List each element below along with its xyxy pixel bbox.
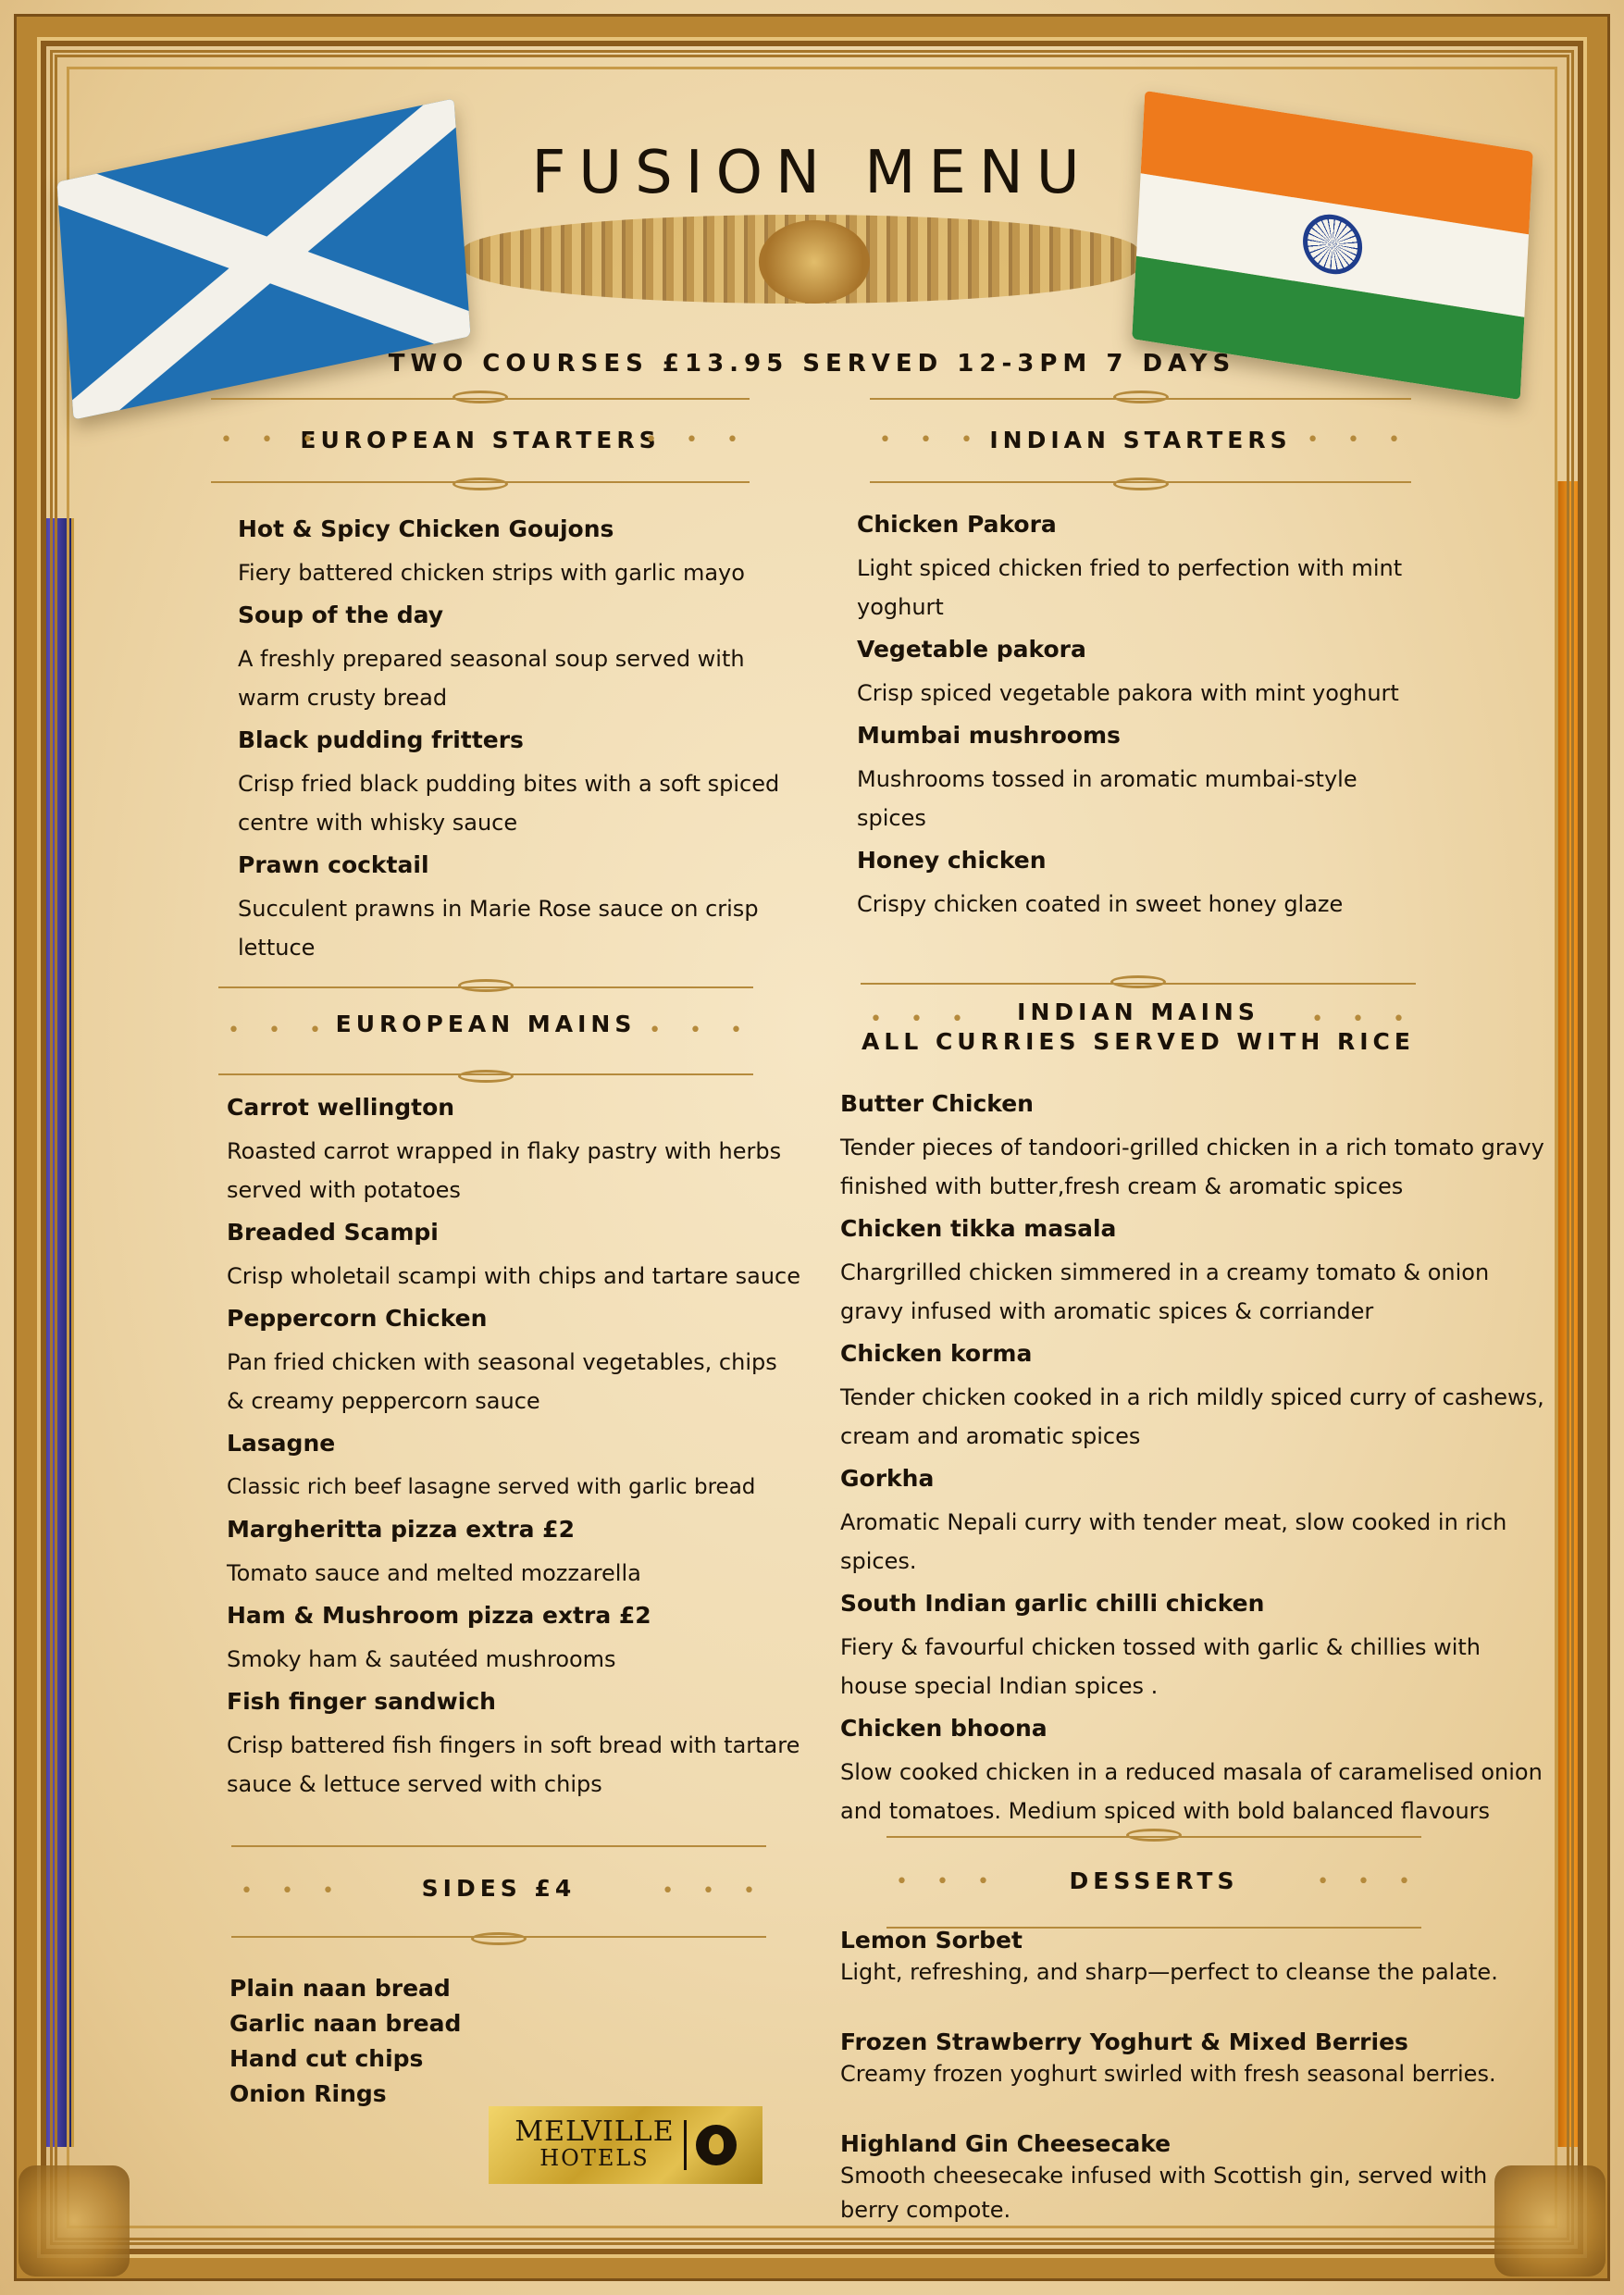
list-item [840, 2128, 1543, 2227]
item-description: Roasted carrot wrapped in flaky pastry with herbs served with potatoes [227, 1138, 782, 1203]
item-description: Fiery & favourful chicken tossed with garlic & chillies with house special Indian spices . [840, 1634, 1481, 1699]
list-item: Garlic naan bread [229, 2010, 462, 2037]
ornament-dots-right: • • • [1307, 428, 1411, 452]
list-item [840, 1213, 1553, 1331]
sides-list [229, 1971, 461, 2112]
celtic-knot-center [759, 220, 870, 304]
list-item [227, 1217, 800, 1296]
item-name: Ham & Mushroom pizza extra £2 [227, 1602, 651, 1629]
item-name: Butter Chicken [840, 1090, 1034, 1117]
item-name: Hot & Spicy Chicken Goujons [238, 515, 614, 542]
logo-divider [684, 2120, 687, 2170]
item-description: A freshly prepared seasonal soup served with warm crusty bread [238, 646, 745, 711]
corner-ornament-bottom-left [19, 2165, 130, 2276]
item-name: Vegetable pakora [857, 636, 1086, 663]
item-description: Succulent prawns in Marie Rose sauce on crisp lettuce [238, 896, 759, 961]
item-description: Smoky ham & sautéed mushrooms [227, 1646, 616, 1672]
desserts-list [840, 1925, 1543, 2264]
item-name: Fish finger sandwich [227, 1688, 496, 1715]
item-description: Crispy chicken coated in sweet honey glaze [857, 891, 1344, 917]
item-name: Margheritta pizza extra £2 [227, 1516, 575, 1543]
ornament-dots-left: • • • [220, 428, 325, 452]
item-name: Black pudding fritters [238, 726, 524, 753]
list-item [227, 1514, 800, 1593]
list-item [857, 720, 1403, 837]
item-description: Aromatic Nepali curry with tender meat, slow cooked in rich spices. [840, 1509, 1507, 1574]
list-item [238, 850, 784, 967]
section-header-indian-starters [870, 398, 1411, 483]
item-description: Light spiced chicken fried to perfection with mint yoghurt [857, 555, 1403, 620]
item-description: Crisp wholetail scampi with chips and tartare sauce [227, 1263, 801, 1289]
item-name: Lemon Sorbet [840, 1927, 1023, 1954]
item-description: Tomato sauce and melted mozzarella [227, 1560, 641, 1586]
item-description: Chargrilled chicken simmered in a creamy tomato & onion gravy infused with aromatic spices & corriander [840, 1259, 1490, 1324]
list-item [857, 509, 1403, 626]
item-name: Chicken bhoona [840, 1715, 1048, 1742]
ornament-dots-left: • • • [879, 428, 984, 452]
item-description: Crisp battered fish fingers in soft bread with tartare sauce & lettuce served with chips [227, 1732, 800, 1797]
item-name: Chicken korma [840, 1340, 1033, 1367]
list-item [840, 1088, 1553, 1206]
ornament-dots-left: • • • [896, 1870, 1000, 1893]
item-description: Classic rich beef lasagne served with garlic bread [227, 1475, 756, 1499]
item-name: Prawn cocktail [238, 851, 429, 878]
list-item [840, 1338, 1553, 1456]
ornament-dots-left: • • • [870, 1008, 974, 1031]
melville-hotels-logo [489, 2106, 762, 2184]
section-title: INDIAN MAINS [1017, 999, 1259, 1025]
section-header-european-mains [218, 986, 753, 1075]
list-item [857, 634, 1403, 713]
item-name: Carrot wellington [227, 1094, 455, 1121]
section-header-indian-mains [861, 983, 1416, 1075]
list-item [840, 1713, 1553, 1830]
item-name: Soup of the day [238, 602, 444, 628]
list-item [227, 1600, 800, 1679]
item-name: Mumbai mushrooms [857, 722, 1121, 749]
item-name: Frozen Strawberry Yoghurt & Mixed Berries [840, 2028, 1408, 2055]
item-description: Fiery battered chicken strips with garlic mayo [238, 560, 745, 586]
ornament-dots-right: • • • [662, 1879, 766, 1903]
list-item [227, 1303, 800, 1420]
thistle-emblem-icon [696, 2125, 737, 2165]
section-header-desserts [886, 1836, 1421, 1929]
ornament-dots-right: • • • [649, 1019, 753, 1042]
item-description: Light, refreshing, and sharp—perfect to cleanse the palate. [840, 1959, 1498, 1985]
item-description: Tender chicken cooked in a rich mildly spiced curry of cashews, cream and aromatic spices [840, 1384, 1544, 1449]
list-item [840, 1588, 1553, 1706]
menu-title: FUSION MENU [531, 139, 1093, 207]
european-starters-list [238, 514, 784, 974]
european-mains-list [227, 1092, 800, 1811]
item-name: Peppercorn Chicken [227, 1305, 488, 1332]
list-item [227, 1428, 800, 1507]
item-description: Smooth cheesecake infused with Scottish gin, served with berry compote. [840, 2163, 1488, 2223]
section-title: SIDES £4 [421, 1875, 576, 1902]
section-header-european-starters [211, 398, 750, 483]
item-name: South Indian garlic chilli chicken [840, 1590, 1265, 1617]
item-name: Chicken Pakora [857, 511, 1057, 538]
section-title: DESSERTS [1069, 1867, 1239, 1894]
ornament-dots-right: • • • [645, 428, 750, 452]
list-item: Plain naan bread [229, 1975, 451, 2002]
item-name: Lasagne [227, 1430, 336, 1457]
list-item [857, 845, 1403, 924]
list-item: Hand cut chips [229, 2045, 424, 2072]
item-description: Creamy frozen yoghurt swirled with fresh seasonal berries. [840, 2061, 1496, 2087]
item-name: Honey chicken [857, 847, 1047, 874]
item-description: Pan fried chicken with seasonal vegetables, chips & creamy peppercorn sauce [227, 1349, 777, 1414]
logo-line-1: MELVILLE [514, 2115, 675, 2148]
ornament-dots-right: • • • [1317, 1870, 1421, 1893]
item-description: Crisp spiced vegetable pakora with mint yoghurt [857, 680, 1399, 706]
ashoka-chakra-icon [1301, 210, 1363, 279]
item-name: Highland Gin Cheesecake [840, 2130, 1172, 2157]
section-title: INDIAN STARTERS [989, 427, 1292, 453]
section-title: EUROPEAN MAINS [335, 1011, 637, 1037]
list-item: Onion Rings [229, 2080, 387, 2107]
list-item [227, 1686, 800, 1804]
offer-subtitle: TWO COURSES £13.95 SERVED 12-3PM 7 DAYS [388, 350, 1236, 378]
list-item [840, 2027, 1543, 2091]
item-description: Crisp fried black pudding bites with a soft spiced centre with whisky sauce [238, 771, 780, 836]
ornament-dots-right: • • • [1311, 1008, 1416, 1031]
ornament-dots-left: • • • [241, 1879, 345, 1903]
item-description: Mushrooms tossed in aromatic mumbai-style spices [857, 766, 1357, 831]
list-item [840, 1925, 1543, 1990]
section-header-sides [231, 1845, 766, 1938]
list-item [238, 725, 784, 842]
list-item [227, 1092, 800, 1210]
item-description: Tender pieces of tandoori-grilled chicken in a rich tomato gravy finished with butter,fresh cream & aromatic spices [840, 1135, 1544, 1199]
item-name: Chicken tikka masala [840, 1215, 1117, 1242]
item-description: Slow cooked chicken in a reduced masala of caramelised onion and tomatoes. Medium spiced with bold balanced flavours [840, 1759, 1543, 1824]
item-name: Breaded Scampi [227, 1219, 439, 1246]
list-item [238, 600, 784, 717]
indian-mains-list [840, 1088, 1553, 1838]
list-item [238, 514, 784, 592]
item-name: Gorkha [840, 1465, 935, 1492]
section-subtitle: ALL CURRIES SERVED WITH RICE [862, 1028, 1415, 1055]
ornament-dots-left: • • • [228, 1019, 332, 1042]
list-item [840, 1463, 1553, 1581]
logo-line-2: HOTELS [539, 2145, 650, 2171]
indian-starters-list [857, 509, 1403, 931]
section-title: EUROPEAN STARTERS [300, 427, 661, 453]
